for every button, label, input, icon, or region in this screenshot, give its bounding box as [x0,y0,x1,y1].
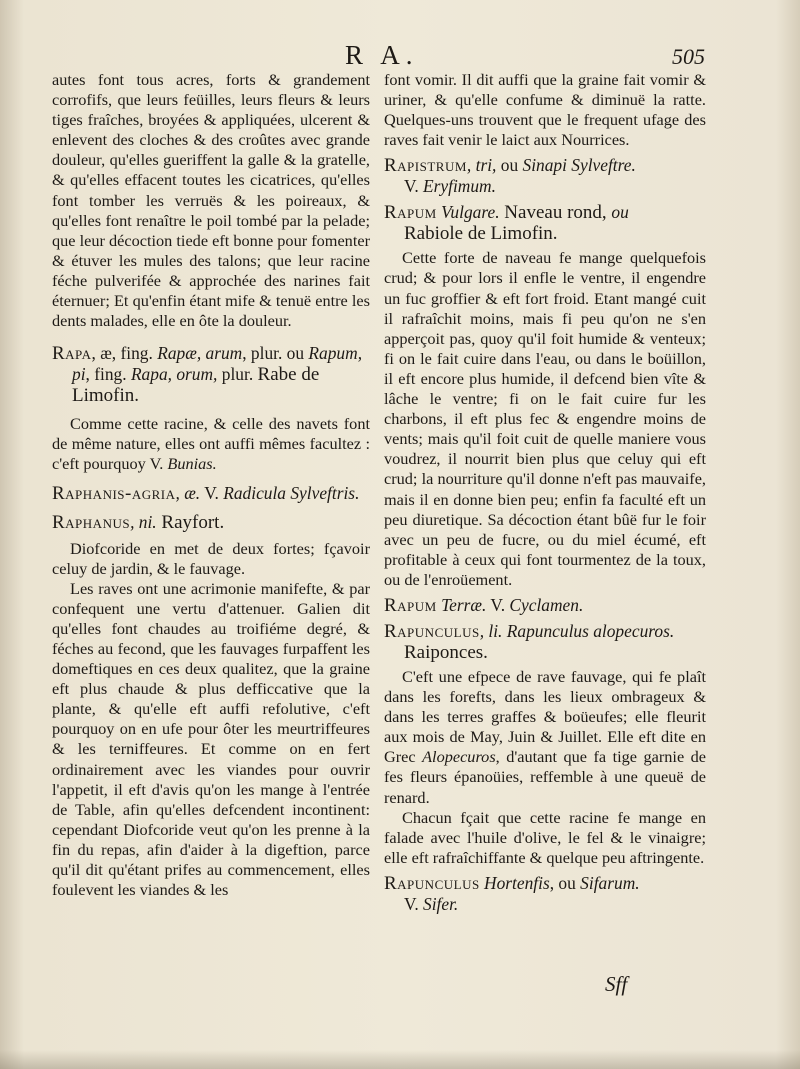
greek-term: Alopecuros [422,747,496,767]
running-head: R A. [345,40,419,70]
headword: Raphanus [52,511,131,533]
left-column [52,70,370,900]
latin-form: Rapum, pi [72,343,363,385]
entry-body: Diofcoride en met de deux fortes; fçavoir celuy de jardin, & le fauvage. [52,538,370,578]
entry-raphanis-agria [52,483,370,504]
entry-body: Cette forte de naveau fe mange quelquefois crud; & pour lors il enfle le ventre, il engendre un fuc groffier & eft fort froid. Etant mangé cuit il rafraîchit moins, mais fi peu qu'on ne s'en apperçoit pas, quoy qu'il foit humide & venteux; fi on le fait cuire dans l'eau, ou dans le boüillon, il eft encore plus humide, il defcend bien vîte & lâche le ventre; fi on le fait cuire fur les charbons, il eft plus fec & engendre moins de vents; mais qu'il foit cuit de quelle maniere vous voudrez, il nourrit bien plus que celuy qui eft crud; la nourriture qu'il donne n'eft pas mauvaife, mais il en donne bien peu; enfin fa faculté eft un peu diuretique. Sa décoction étant bûë fur le foir avec un peu de fucre, ou du miel écumé, eft profitable à ceux qui font tourmentez de la toux, ou de l'enroüement. [384,248,706,589]
entry-rapistrum [384,155,706,197]
entry-rapunculus-hortensis [384,873,706,915]
entry-heading [52,483,370,504]
see-label: V. [404,176,424,197]
vernacular-name: Rabe de Limofin. [72,364,320,407]
headword: Rapunculus [384,620,480,642]
headword: Rapum [384,202,437,224]
entry-heading [52,512,370,533]
headword: Rapa [52,343,92,365]
vernacular-name: Rabiole de Limofin. [404,223,558,245]
entry-heading [384,595,706,616]
grammar-note: , li. [479,620,503,641]
body-text: , d'autant que fa tige garnie de fes fleurs épanoüies, reffemble à une queuë de renard. [384,747,707,807]
grammar-note: , æ. [175,482,201,503]
entry-rapunculus [384,621,706,868]
latin-epithet: Vulgare. [436,202,500,223]
vernacular-name: Naveau rond, [499,202,612,224]
page-number: 505 [672,44,705,69]
entry-rapa [52,343,370,474]
body-text: Comme cette racine, & celle des navets font de même nature, elles ont auffi mêmes facultez : c'eft pourquoy V. [52,414,370,474]
right-column [384,70,706,915]
latin-synonym: Sifarum. [580,872,640,893]
entry-body [384,667,706,808]
headword: Rapum [384,594,437,616]
entry-body: Chacun fçait que cette racine fe mange en falade avec l'huile d'olive, le fel & le vinaigre; elle eft rafraîchiffante & quelque peu aftringente. [384,807,706,867]
continuation-paragraph: font vomir. Il dit auffi que la graine fait vomir & uriner, & qu'elle confume & diminuë la ratte. Quelques-uns trouvent que le frequent ufage des raves fait venir le laict aux Nourrices. [384,70,706,150]
entry-heading [384,155,706,197]
headword: Rapistrum [384,155,467,177]
entry-heading [384,873,706,915]
intro-paragraph: autes font tous acres, forts & grandement corrofifs, que leurs feüilles, leurs fleurs & leurs tiges fraîches, broyées & appliquées, ulcerent & enlevent des cloches & des croûtes avec grande douleur, qu'elles gueriffent la galle & la gratelle, & qu'elles effacent toutes les cicatrices, qu'elles font tomber les verruës & les poireaux, & qu'elles font renaître le poil tombé par la pelade; que leur décoction tiede eft bonne pour fomenter & étuver les mules des talons; que leur racine féche pulverifée & approchée des narines fait éternuer; Et qu'enfin étant mife & tenuë entre les dents malades, elle en ôte la douleur. [52,70,370,331]
grammar-note: , tri, [466,155,497,176]
grammar-note: , fing. [85,364,131,385]
vernacular-name: Raiponces. [404,641,488,663]
conjunction: , ou [549,872,581,893]
vernacular-name: Rayfort. [156,511,225,533]
see-label: V. [200,482,224,503]
cross-reference: Sifer. [423,893,459,914]
cross-reference: Bunias. [167,454,217,474]
latin-epithet: Terræ. [436,594,487,615]
entry-heading [52,343,370,406]
entry-body: Les raves ont une acrimonie manifefte, & par confequent une vertu d'attenuer. Galien dit qu'elles font chaudes au troifiéme degré, & féches au fecond, que les fauvages furpaffent les domeftiques en ces deux qualitez, que la graine eft plus chaude & plus defficcative que la plante, & qu'elle eft auffi refolutive, c'eft pourquoy on en ufe pour ôter les meurtriffeures & les terniffeures. Et comme on en fert ordinairement avec les viandes pour ouvrir l'appetit, il eft d'avis qu'on les mange à l'entrée de Table, afin qu'elles defcendent incontinent: cependant Diofcoride veut qu'on les prenne à la fin du repas, afin d'aider à la digeftion, parce qu'il dit qu'étant prifes au commencement, elles foulevent les viandes & les [52,578,370,900]
headword: Raphanis-agria [52,482,176,504]
entry-heading [384,621,706,663]
grammar-note: , æ, fing. [91,343,158,364]
latin-epithet: Hortenfis [479,872,550,893]
cross-reference: Eryfimum. [423,176,496,197]
latin-synonym: Rapunculus alopecuros. [502,620,675,641]
conjunction: ou [611,202,629,223]
signature-mark: Sff [605,972,628,996]
latin-form: Rapa, orum, [130,364,218,385]
grammar-note: , plur. ou [242,343,309,364]
grammar-note: plur. [217,364,254,385]
conjunction: ou [496,155,523,176]
see-label: V. [486,594,510,615]
see-label: V. [404,893,424,914]
entry-rapum-vulgare [384,202,706,590]
grammar-note: , ni. [130,511,157,532]
body-text: C'eft une efpece de rave fauvage, qui fe plaît dans les forefts, dans les lieux ombrageux & dans les terres graffes & boüeufes; elle fleurit aux mois de May, Juin & Juillet. Elle eft dite en Grec [384,666,706,767]
cross-reference: Radicula Sylveftris. [223,482,360,503]
latin-synonym: Sinapi Sylveftre. [522,155,636,176]
headword: Rapunculus [384,872,480,894]
entry-rapum-terrae [384,595,706,616]
entry-body [52,414,370,474]
latin-form: Rapæ, arum [157,343,243,364]
entry-raphanus [52,512,370,901]
entry-heading [384,202,706,244]
cross-reference: Cyclamen. [509,594,584,615]
